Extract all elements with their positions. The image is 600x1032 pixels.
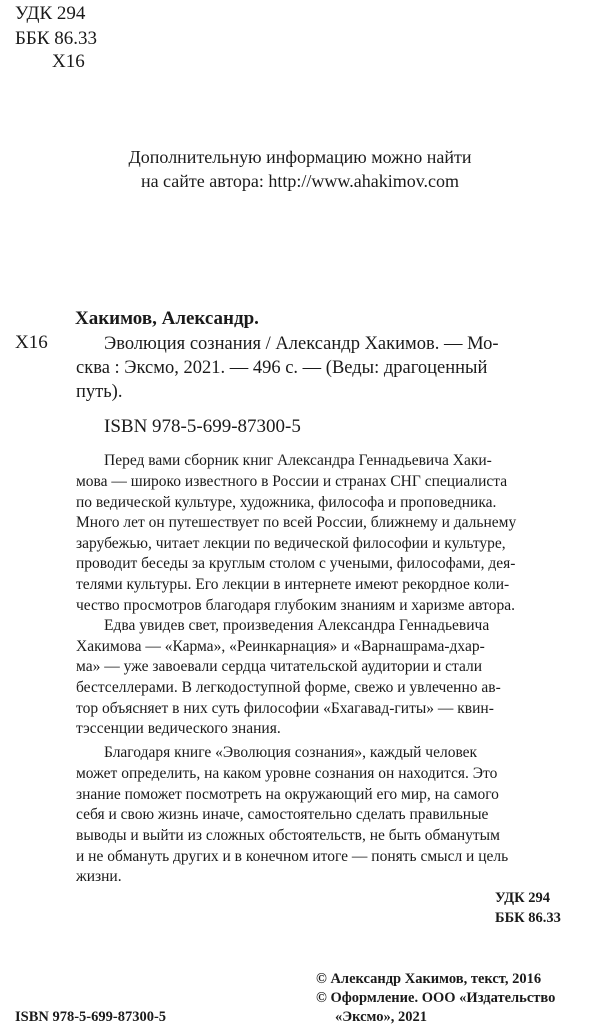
catalog-desc-line: путь). [76, 382, 123, 402]
annotation-line: выводы и выйти из сложных обстоятельств, не быть обманутым [76, 827, 500, 844]
info-line: на сайте автора: http://www.ahakimov.com [140, 171, 460, 191]
annotation-line: себя и свою жизнь иначе, самостоятельно сделать правильные [76, 806, 489, 823]
annotation-line: знание поможет посмотреть на окружающий его мир, на самого [76, 786, 499, 803]
copyright-line: © Александр Хакимов, текст, 2016 [316, 971, 542, 987]
annotation-line: Хакимова — «Карма», «Реинкарнация» и «Варнашрама-дхар- [76, 638, 485, 655]
copyright-line: © Оформление. ООО «Издательство [316, 990, 556, 1006]
annotation-line: чество просмотров благодаря глубоким знаниям и харизме автора. [76, 597, 515, 614]
bbk-code: ББК 86.33 [15, 28, 97, 49]
catalog-author: Хакимов, Александр. [75, 308, 259, 329]
annotation-line: и не обмануть других и в конечном итоге — понять смысл и цель [76, 848, 509, 865]
annotation-line: Благодаря книге «Эволюция сознания», каждый человек [104, 744, 478, 761]
annotation-line: ма» — уже завоевали сердца читательской аудитории и стали [76, 658, 483, 675]
annotation-line: Много лет он путешествует по всей России, ближнему и дальнему [76, 514, 517, 531]
annotation-line: мова — широко известного в России и странах СНГ специалиста [76, 473, 508, 490]
bottom-bbk: ББК 86.33 [495, 910, 561, 926]
annotation-line: может определить, на каком уровне сознания он находится. Это [76, 765, 498, 782]
annotation-line: по ведической культуре, художника, философа и проповедника. [76, 494, 497, 511]
annotation-line: бестселлерами. В легкодоступной форме, свежо и увлеченно ав- [76, 679, 501, 696]
annotation-line: проводит беседы за круглым столом с учеными, философами, дея- [76, 555, 516, 572]
bottom-udk: УДК 294 [495, 890, 551, 906]
catalog-author-sign: Х16 [15, 332, 48, 353]
udk-code: УДК 294 [15, 3, 86, 24]
annotation-line: Перед вами сборник книг Александра Геннадьевича Хаки- [104, 452, 492, 469]
annotation-line: тэссенции ведического знания. [76, 720, 281, 737]
annotation-line: зарубежью, читает лекции по ведической философии и культуре, [76, 535, 506, 552]
copyright-line: «Эксмо», 2021 [335, 1009, 427, 1025]
catalog-desc-line: сква : Эксмо, 2021. — 496 с. — (Веды: драгоценный [76, 358, 488, 378]
author-sign: Х16 [52, 51, 85, 72]
annotation-line: Едва увидев свет, произведения Александра Геннадьевича [104, 617, 490, 634]
bottom-isbn: ISBN 978-5-699-87300-5 [15, 1009, 167, 1025]
annotation-line: тор объясняет в них суть философии «Бхагавад-гиты» — квин- [76, 700, 494, 717]
annotation-line: жизни. [76, 868, 122, 885]
annotation-line: телями культуры. Его лекции в интернете имеют рекордное коли- [76, 576, 510, 593]
info-line: Дополнительную информацию можно найти [128, 147, 472, 167]
catalog-isbn: ISBN 978-5-699-87300-5 [104, 416, 301, 437]
catalog-desc-line: Эволюция сознания / Александр Хакимов. — Мо- [104, 334, 499, 354]
